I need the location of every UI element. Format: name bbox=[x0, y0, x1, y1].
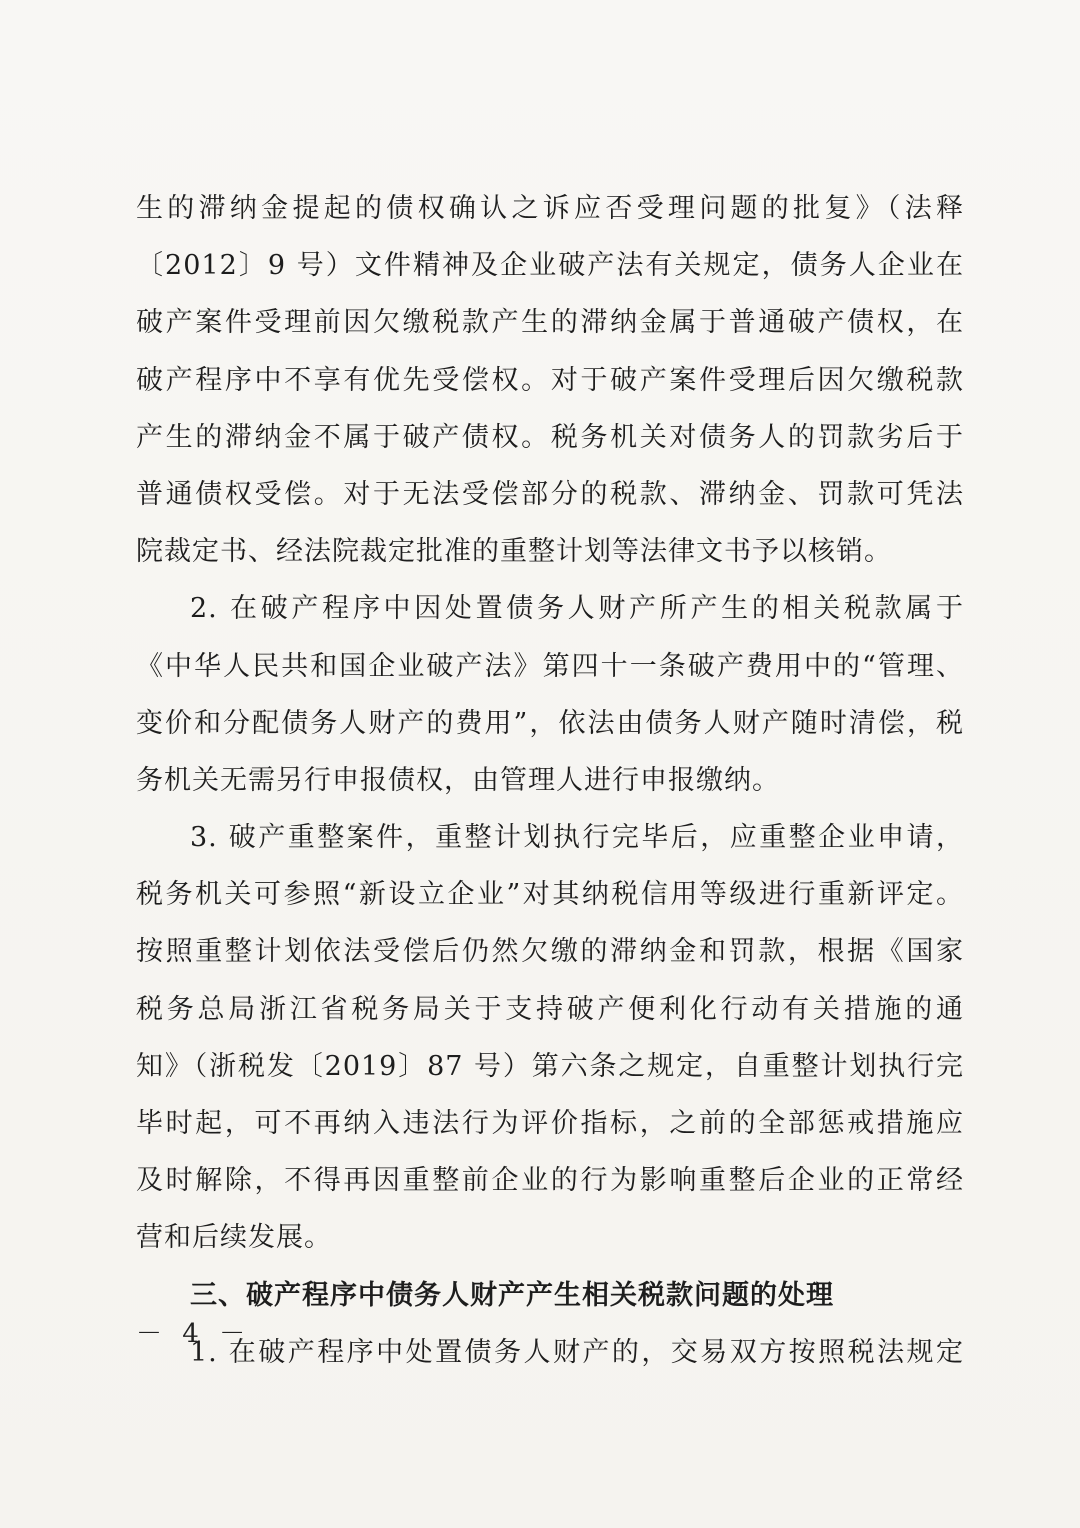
text-line: 务机关无需另行申报债权，由管理人进行申报缴纳。 bbox=[136, 764, 780, 796]
paragraph-3-start: 3. 破产重整案件，重整计划执行完毕后，应重整企业申请， bbox=[190, 822, 964, 854]
text-line: 〔2012〕9 号）文件精神及企业破产法有关规定，债务人企业在 bbox=[136, 250, 964, 282]
text-line: 毕时起，可不再纳入违法行为评价指标，之前的全部惩戒措施应 bbox=[136, 1108, 964, 1139]
paragraph-2-start: 2. 在破产程序中因处置债务人财产所产生的相关税款属于 bbox=[190, 593, 964, 625]
text-line: 破产案件受理前因欠缴税款产生的滞纳金属于普通破产债权，在 bbox=[136, 307, 964, 339]
text-line: 税务机关可参照“新设立企业”对其纳税信用等级进行重新评定。 bbox=[136, 879, 964, 911]
text-line: 按照重整计划依法受偿后仍然欠缴的滞纳金和罚款，根据《国家 bbox=[136, 936, 964, 968]
text-line: 普通债权受偿。对于无法受偿部分的税款、滞纳金、罚款可凭法 bbox=[136, 478, 964, 510]
text-line: 生的滞纳金提起的债权确认之诉应否受理问题的批复》（法释 bbox=[136, 193, 964, 224]
section-heading: 三、破产程序中债务人财产产生相关税款问题的处理 bbox=[190, 1279, 834, 1311]
text-line: 破产程序中不享有优先受偿权。对于破产案件受理后因欠缴税款 bbox=[136, 364, 964, 396]
text-line: 税务总局浙江省税务局关于支持破产便利化行动有关措施的通 bbox=[136, 993, 964, 1025]
body-text bbox=[136, 180, 964, 1381]
text-line: 营和后续发展。 bbox=[136, 1222, 332, 1254]
text-line: 《中华人民共和国企业破产法》第四十一条破产费用中的“管理、 bbox=[136, 650, 964, 682]
section-3-item-1: 1. 在破产程序中处置债务人财产的，交易双方按照税法规定 bbox=[190, 1336, 964, 1368]
text-line: 及时解除，不得再因重整前企业的行为影响重整后企业的正常经 bbox=[136, 1165, 964, 1197]
page-number: － 4 － bbox=[136, 1319, 252, 1349]
text-line: 产生的滞纳金不属于破产债权。税务机关对债务人的罚款劣后于 bbox=[136, 421, 964, 453]
text-line: 院裁定书、经法院裁定批准的重整计划等法律文书予以核销。 bbox=[136, 536, 892, 568]
text-line: 变价和分配债务人财产的费用”，依法由债务人财产随时清偿，税 bbox=[136, 707, 964, 739]
text-line: 知》（浙税发〔2019〕87 号）第六条之规定，自重整计划执行完 bbox=[136, 1050, 964, 1082]
